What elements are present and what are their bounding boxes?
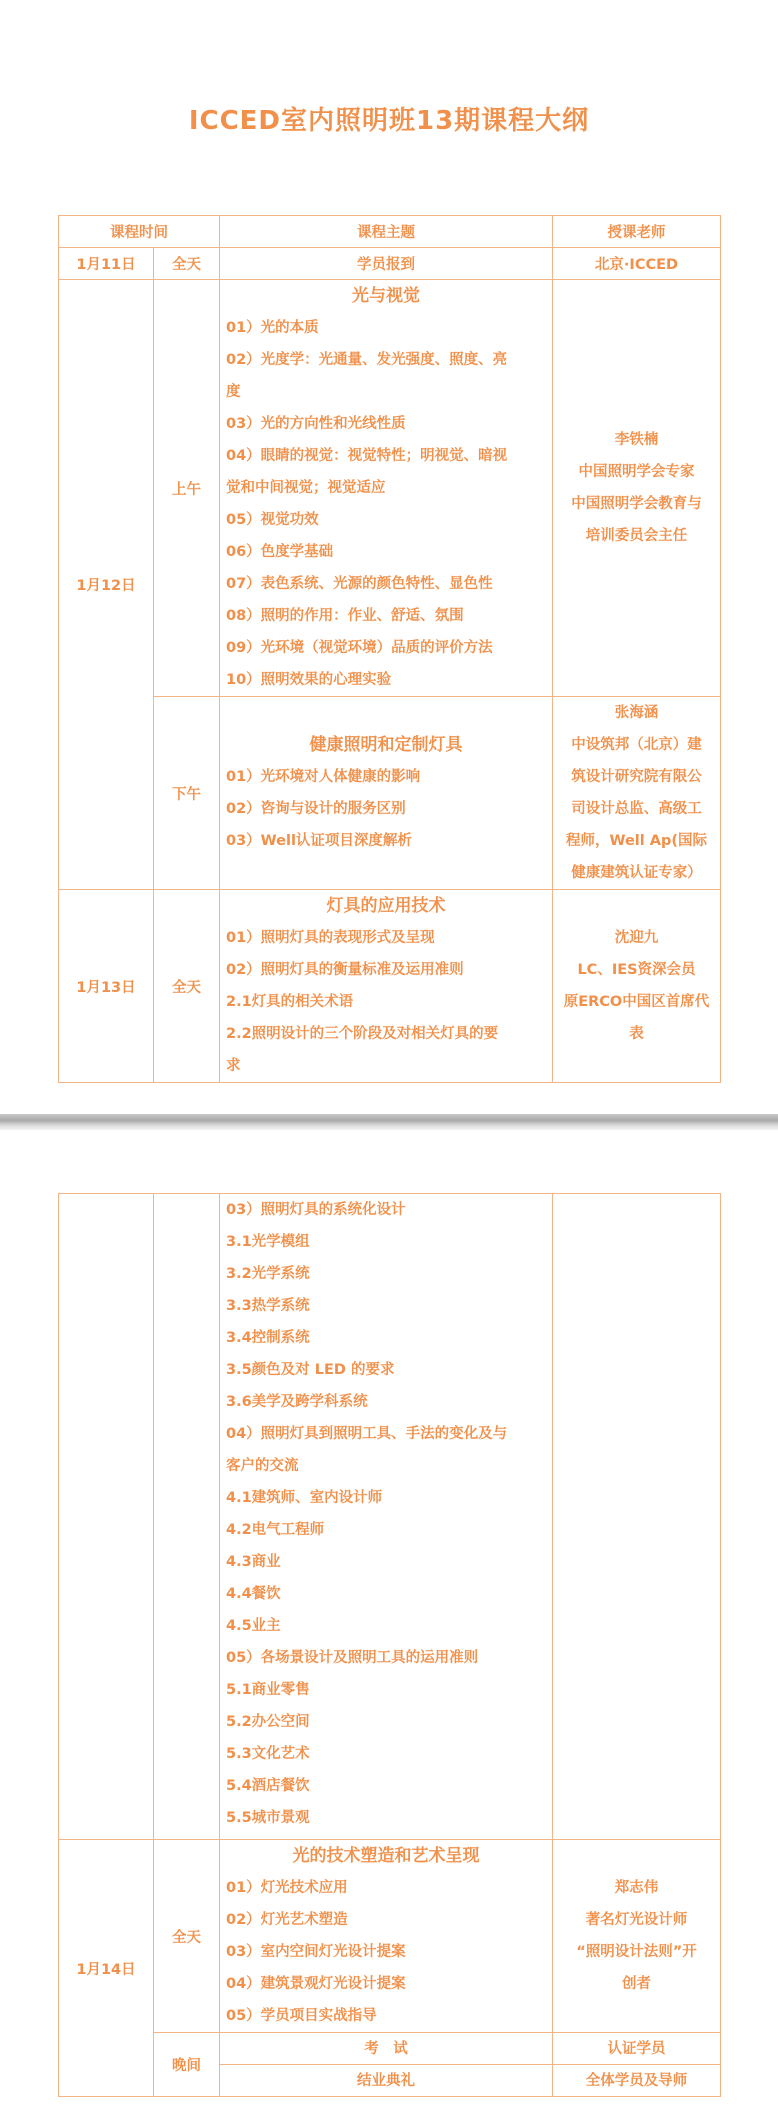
teacher-title: 培训委员会主任 [585,528,688,544]
period-cell [154,1194,220,1840]
date-cell: 1月14日 [59,1840,154,2097]
topic-title: 光的技术塑造和艺术呈现 [292,1846,480,1866]
page-separator [0,1114,778,1130]
table-row [59,280,721,697]
teacher-cell [553,280,721,697]
period-cell: 下午 [154,697,220,890]
topic-item: 03）Well认证项目深度解析 [226,833,412,849]
topic-item: 09）光环境（视觉环境）品质的评价方法 [226,640,493,656]
table-row [59,248,721,280]
period-cell: 全天 [154,1840,220,2033]
teacher-cell [553,890,721,1083]
topic-item: 3.1光学模组 [226,1234,310,1250]
topic-item: 2.1灯具的相关术语 [226,994,354,1010]
teacher-cell: 全体学员及导师 [553,2065,721,2097]
header-topic: 课程主题 [220,216,553,248]
document-title: ICCED室内照明班13期课程大纲 [188,106,590,136]
topic-cell: 结业典礼 [220,2065,553,2097]
table-header-row [59,216,721,248]
topic-item: 05）学员项目实战指导 [226,2008,377,2024]
topic-item: 04）照明灯具到照明工具、手法的变化及与 [226,1426,508,1442]
teacher-title: 筑设计研究院有限公 [571,769,702,785]
teacher-title: “照明设计法则”开 [576,1944,697,1960]
table-row [59,697,721,890]
topic-cell [220,1840,553,2033]
topic-item: 05）各场景设计及照明工具的运用准则 [226,1650,479,1666]
period-cell: 全天 [154,890,220,1083]
topic-item: 4.5业主 [226,1618,281,1634]
date-cell [59,1194,154,1840]
teacher-title: 中设筑邦（北京）建 [571,737,702,753]
course-table-continued [58,1193,721,2097]
topic-title: 灯具的应用技术 [326,896,446,916]
topic-item: 01）灯光技术应用 [226,1880,348,1896]
topic-item: 觉和中间视觉；视觉适应 [226,480,386,496]
teacher-name: 李铁楠 [614,432,659,448]
topic-title: 健康照明和定制灯具 [309,735,463,755]
table-row [59,1840,721,2033]
teacher-title: 程师，Well Ap(国际 [565,833,708,849]
teacher-title: 原ERCO中国区首席代 [563,994,710,1010]
teacher-cell: 北京·ICCED [553,248,721,280]
topic-item: 03）室内空间灯光设计提案 [226,1944,406,1960]
topic-item: 02）光度学：光通量、发光强度、照度、亮 [226,352,508,368]
topic-item: 05）视觉功效 [226,512,319,528]
table-row [59,1194,721,1840]
topic-item: 4.4餐饮 [226,1586,281,1602]
topic-item: 3.6美学及跨学科系统 [226,1394,368,1410]
teacher-name: 张海涵 [614,705,659,721]
teacher-title: 表 [629,1026,644,1042]
topic-item: 2.2照明设计的三个阶段及对相关灯具的要 [226,1026,499,1042]
topic-item: 求 [226,1058,241,1074]
topic-item: 3.5颜色及对 LED 的要求 [226,1362,395,1378]
topic-item: 03）照明灯具的系统化设计 [226,1202,406,1218]
topic-cell [220,890,553,1083]
topic-item: 07）表色系统、光源的颜色特性、显色性 [226,576,493,592]
teacher-title: 著名灯光设计师 [585,1912,688,1928]
topic-item: 01）光环境对人体健康的影响 [226,769,421,785]
date-cell: 1月12日 [59,280,154,890]
topic-item: 度 [226,384,241,400]
topic-item: 03）光的方向性和光线性质 [226,416,406,432]
topic-cell: 学员报到 [220,248,553,280]
topic-item: 5.2办公空间 [226,1714,310,1730]
topic-item: 10）照明效果的心理实验 [226,672,392,688]
topic-item: 5.1商业零售 [226,1682,310,1698]
topic-item: 4.1建筑师、室内设计师 [226,1490,383,1506]
teacher-title: 健康建筑认证专家） [571,865,702,881]
teacher-cell: 认证学员 [553,2033,721,2065]
topic-item: 02）咨询与设计的服务区别 [226,801,406,817]
teacher-title: LC、IES资深会员 [577,962,696,978]
topic-cell [220,280,553,697]
topic-item: 08）照明的作用：作业、舒适、氛围 [226,608,464,624]
teacher-cell [553,1840,721,2033]
table-row [59,890,721,1083]
topic-item: 04）建筑景观灯光设计提案 [226,1976,406,1992]
teacher-title: 中国照明学会教育与 [571,496,702,512]
topic-item: 01）照明灯具的表现形式及呈现 [226,930,435,946]
period-cell: 全天 [154,248,220,280]
topic-item: 02）灯光艺术塑造 [226,1912,348,1928]
topic-cell: 考 试 [220,2033,553,2065]
teacher-cell [553,697,721,890]
topic-cell [220,1194,553,1840]
topic-item: 3.4控制系统 [226,1330,310,1346]
topic-item: 02）照明灯具的衡量标准及运用准则 [226,962,464,978]
teacher-title: 司设计总监、高级工 [571,801,702,817]
teacher-cell [553,1194,721,1840]
topic-item: 01）光的本质 [226,320,319,336]
teacher-name: 郑志伟 [614,1880,659,1896]
topic-title: 光与视觉 [352,286,420,306]
topic-item: 3.3热学系统 [226,1298,310,1314]
topic-item: 3.2光学系统 [226,1266,310,1282]
header-time: 课程时间 [59,216,220,248]
course-table [58,215,721,1083]
topic-item: 5.5城市景观 [226,1810,310,1826]
header-teacher: 授课老师 [553,216,721,248]
topic-item: 客户的交流 [226,1458,299,1474]
date-cell: 1月11日 [59,248,154,280]
teacher-title: 创者 [622,1976,651,1992]
topic-item: 4.2电气工程师 [226,1522,325,1538]
teacher-title: 中国照明学会专家 [578,464,695,480]
topic-item: 06）色度学基础 [226,544,334,560]
topic-item: 5.4酒店餐饮 [226,1778,310,1794]
teacher-name: 沈迎九 [614,930,659,946]
topic-item: 4.3商业 [226,1554,281,1570]
topic-cell [220,697,553,890]
date-cell: 1月13日 [59,890,154,1083]
table-row [59,2033,721,2065]
topic-item: 5.3文化艺术 [226,1746,310,1762]
period-cell: 晚间 [154,2033,220,2097]
topic-item: 04）眼睛的视觉：视觉特性；明视觉、暗视 [226,448,508,464]
period-cell: 上午 [154,280,220,697]
